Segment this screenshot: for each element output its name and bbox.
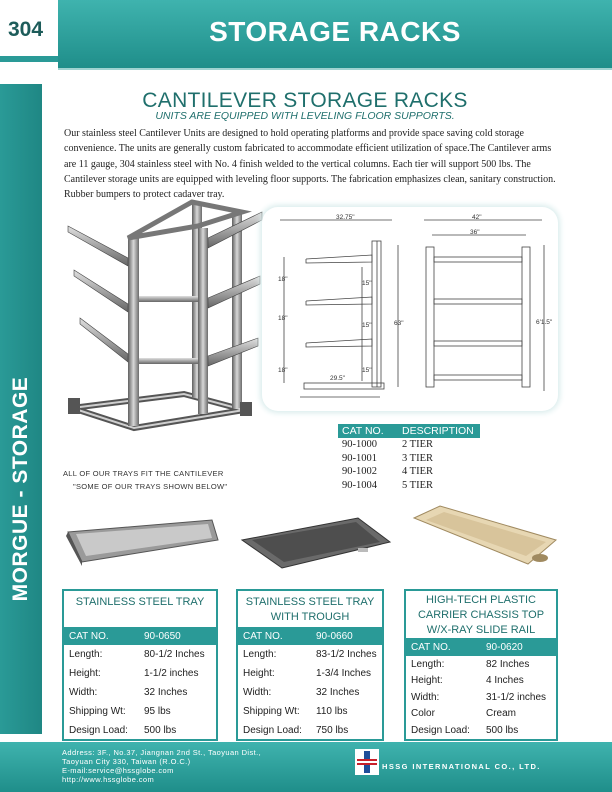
dim-side-tier-right-2: 15"	[362, 322, 372, 329]
dim-front-height: 6'1.5"	[536, 319, 553, 326]
spec-row	[238, 645, 382, 664]
spec-value: 32 Inches	[316, 687, 360, 698]
catalog-description: 4 TIER	[402, 466, 434, 478]
section-title: CANTILEVER STORAGE RACKS	[142, 89, 468, 112]
trays-note	[63, 467, 303, 493]
stainless-tray-image	[62, 512, 222, 566]
spec-cat-label: CAT NO.	[243, 630, 283, 642]
footer-address-line-1: Address: 3F., No.37, Jiangnan 2nd St., Taoyuan Dist.,	[62, 748, 262, 757]
spec-value: Cream	[486, 708, 517, 720]
spec-header	[406, 638, 556, 656]
spec-key: Width:	[411, 691, 440, 703]
footer-website: http://www.hssglobe.com	[62, 775, 155, 784]
section-subtitle: UNITS ARE EQUIPPED WITH LEVELING FLOOR SUPPORTS.	[155, 110, 455, 122]
catalog-table	[338, 424, 480, 492]
spec-value: 500 lbs	[144, 725, 177, 736]
spec-cat-value: 90-0650	[144, 630, 181, 642]
dimension-drawing	[262, 207, 558, 411]
catalog-cat-no: 90-1004	[342, 479, 377, 491]
footer-contact	[62, 748, 261, 784]
spec-title: HIGH-TECH PLASTIC CARRIER CHASSIS TOP W/X-RAY SLIDE RAIL	[417, 594, 545, 636]
catalog-cat-no: 90-1000	[342, 439, 377, 451]
dim-side-base: 29.5"	[330, 375, 345, 382]
catalog-col-cat: CAT NO.	[342, 425, 384, 437]
dimension-lines	[262, 207, 558, 411]
dim-side-tier-left-1: 18"	[278, 276, 288, 283]
spec-value: 80-1/2 Inches	[144, 649, 205, 660]
spec-row	[238, 664, 382, 683]
spec-key: Length:	[243, 649, 277, 660]
spec-row	[64, 702, 216, 721]
spec-row	[64, 721, 216, 740]
catalog-cat-no: 90-1002	[342, 466, 377, 478]
spec-row	[406, 706, 556, 723]
footer-address-line-2: Taoyuan City 330, Taiwan (R.O.C.)	[62, 757, 191, 766]
spec-key: Width:	[243, 687, 272, 698]
spec-key: Height:	[411, 675, 443, 687]
company-logo-icon	[355, 749, 379, 775]
footer-email: E-mail:service@hssglobe.com	[62, 766, 174, 775]
spec-value: 4 Inches	[486, 675, 524, 687]
spec-key: Height:	[243, 668, 275, 679]
spec-value: 83-1/2 Inches	[316, 649, 377, 660]
spec-title: STAINLESS STEEL TRAY	[75, 596, 205, 608]
spec-value: 110 lbs	[316, 706, 348, 717]
spec-value: 31-1/2 inches	[486, 691, 547, 703]
table-row	[338, 438, 480, 452]
spec-card-plastic-carrier	[404, 589, 558, 741]
spec-row	[238, 683, 382, 702]
dim-front-outer-width: 42"	[472, 214, 482, 221]
header-divider	[58, 68, 612, 70]
spec-key: Design Load:	[69, 725, 128, 736]
spec-key: Design Load:	[411, 724, 470, 736]
dim-side-tier-right-3: 15"	[362, 367, 372, 374]
page-number: 304	[8, 18, 44, 41]
spec-header	[64, 627, 216, 645]
spec-key: Shipping Wt:	[243, 706, 300, 717]
dim-side-tier-left-2: 18"	[278, 315, 288, 322]
spec-row	[406, 656, 556, 673]
catalog-col-description: DESCRIPTION	[402, 425, 474, 437]
spec-card-tray-with-trough	[236, 589, 384, 741]
spec-title: STAINLESS STEEL TRAY WITH TROUGH	[245, 596, 375, 623]
spec-key: Color	[411, 708, 435, 720]
spec-value: 750 lbs	[316, 725, 349, 736]
spec-cat-value: 90-0660	[316, 630, 353, 642]
spec-value: 95 lbs	[144, 706, 171, 717]
spec-key: Length:	[411, 658, 445, 670]
trays-note-line-2: "SOME OF OUR TRAYS SHOWN BELOW"	[73, 482, 228, 491]
spec-value: 500 lbs	[486, 724, 519, 736]
cantilever-rack-image	[64, 198, 264, 433]
stainless-tray-with-trough-image	[238, 512, 394, 570]
trays-note-line-1: ALL OF OUR TRAYS FIT THE CANTILEVER	[63, 469, 224, 478]
dim-side-height: 63"	[394, 320, 404, 327]
spec-key: Height:	[69, 668, 101, 679]
dim-side-width: 32.75"	[336, 214, 355, 221]
spec-cat-label: CAT NO.	[411, 641, 451, 653]
spec-value: 32 Inches	[144, 687, 188, 698]
spec-card-stainless-tray	[62, 589, 218, 741]
spec-cat-label: CAT NO.	[69, 630, 109, 642]
table-row	[338, 452, 480, 466]
spec-value: 1-3/4 Inches	[316, 668, 372, 679]
plastic-carrier-tray-image	[410, 502, 560, 568]
company-name: HSSG INTERNATIONAL CO., LTD.	[382, 762, 541, 771]
spec-row	[238, 721, 382, 740]
table-row	[338, 479, 480, 493]
spec-row	[238, 702, 382, 721]
page-number-box	[0, 0, 58, 62]
dim-front-inner-width: 36"	[470, 229, 480, 236]
category-label: MORGUE - STORAGE	[9, 376, 32, 602]
spec-key: Width:	[69, 687, 98, 698]
spec-row	[64, 683, 216, 702]
spec-row	[64, 664, 216, 683]
spec-value: 82 Inches	[486, 658, 530, 670]
spec-cat-value: 90-0620	[486, 641, 523, 653]
spec-row	[64, 645, 216, 664]
table-row	[338, 465, 480, 479]
spec-value: 1-1/2 inches	[144, 668, 199, 679]
catalog-description: 5 TIER	[402, 479, 434, 491]
page-title: STORAGE RACKS	[209, 16, 461, 47]
spec-key: Shipping Wt:	[69, 706, 126, 717]
dim-side-tier-left-3: 18"	[278, 367, 288, 374]
product-description: Our stainless steel Cantilever Units are designed to hold operating platforms and provide space saving cold storage convenience. The units are generally custom fabricated to accommodate efficient utilization of space.The Cantilever arms are 11 gauge, 304 stainless steel with No. 4 finish welded to the vertical columns. Each tier will support 500 lbs. The Cantilever storage units are equipped with leveling floor supports. The fabrication emphasizes clean, sanitary construction. Rubber bumpers to protect cadaver tray.	[64, 128, 556, 201]
spec-row	[406, 722, 556, 739]
catalog-header	[338, 424, 480, 438]
spec-row	[406, 673, 556, 690]
catalog-description: 3 TIER	[402, 452, 434, 464]
catalog-description: 2 TIER	[402, 439, 434, 451]
dim-side-tier-right-1: 15"	[362, 280, 372, 287]
spec-row	[406, 689, 556, 706]
spec-key: Length:	[69, 649, 103, 660]
spec-header	[238, 627, 382, 645]
catalog-cat-no: 90-1001	[342, 452, 377, 464]
category-sidebar	[0, 84, 42, 734]
spec-key: Design Load:	[243, 725, 302, 736]
